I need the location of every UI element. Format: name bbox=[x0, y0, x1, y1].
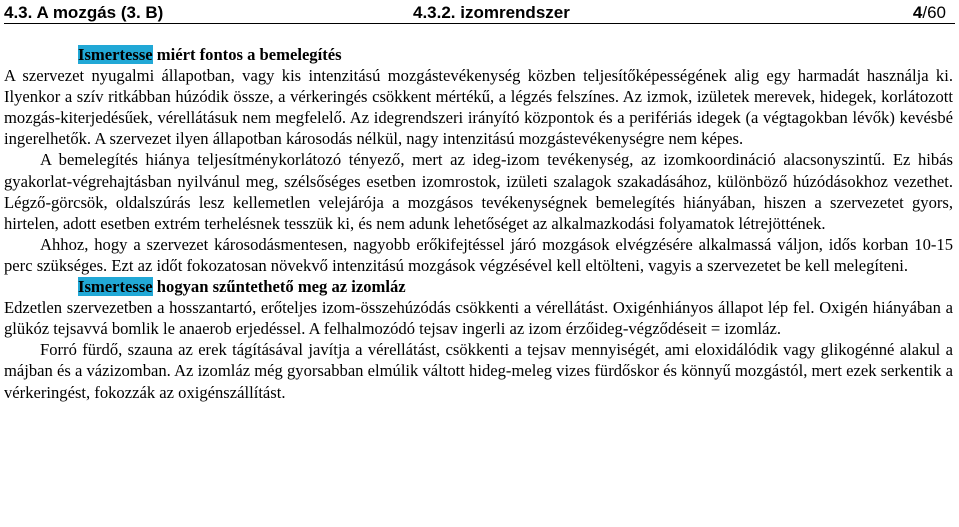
page-current: 4 bbox=[912, 3, 923, 22]
page-header bbox=[4, 0, 955, 24]
heading-highlight-marker: Ismertesse bbox=[78, 45, 153, 64]
header-chapter-title: 4.3. A mozgás (3. B) bbox=[4, 3, 164, 22]
document-body bbox=[4, 44, 955, 403]
heading-highlight-marker: Ismertesse bbox=[78, 277, 153, 297]
header-page-number bbox=[913, 1, 955, 25]
heading-text: hogyan szűntethető meg az izomláz bbox=[152, 277, 406, 297]
section-heading-muscle-soreness bbox=[4, 276, 953, 297]
heading-text: miért fontos a bemelegítés bbox=[152, 45, 342, 64]
paragraph: Ahhoz, hogy a szervezet károsodásmentesen, nagyobb erőkifejtéssel járó mozgások elvégzésére alkalmassá váljon, idős korban 10-15 perc szükséges. Ezt az időt fokozatosan növekvő intenzitású mozgások végzésével kell eltölteni, vagyis a szervezetet be kell melegíteni. bbox=[4, 234, 953, 275]
paragraph: Edzetlen szervezetben a hosszantartó, erőteljes izom-összehúzódás csökkenti a vérellátást. Oxigénhiányos állapot lép fel. Oxigén hiányában a glükóz tejsavvá bomlik le anaerob erjedéssel. A felhalmozódó tejsav ingerli az izom érzőideg-végződéseit = izomláz. bbox=[4, 298, 953, 339]
paragraph: A szervezet nyugalmi állapotban, vagy kis intenzitású mozgástevékenység közben teljesítőképességének alig egy harmadát használja ki. Ilyenkor a szív ritkábban húzódik össze, a vérkeringés csökkent mértékű, a légzés felszínes. Az izmok, izületek merevek, hidegek, korlátozott mozgás-kiterjedésűek, vérellátásuk nem megfelelő. Az idegrendszeri irányító központok és a perifériás idegek (a végtagokban lévők) kevésbé ingerelhetők. A szervezet ilyen állapotban károsodás nélkül, nagy intenzitású mozgástevékenységre nem képes. bbox=[4, 66, 953, 149]
section-heading-warmup bbox=[4, 44, 953, 65]
header-section-title: 4.3.2. izomrendszer bbox=[413, 3, 570, 22]
paragraph: Forró fürdő, szauna az erek tágításával javítja a vérellátást, csökkenti a tejsav mennyiségét, ami eloxidálódik vagy glikogénné alakul a májban és a vázizomban. Az izomláz még gyorsabban elmúlik váltott hideg-meleg vizes fürdőskor és könnyű mozgástól, mert ezek serkentik a vérkeringést, fokozzák az oxigénszállítást. bbox=[4, 340, 953, 402]
paragraph: A bemelegítés hiánya teljesítménykorlátozó tényező, mert az ideg-izom tevékenység, az izomkoordináció alacsonyszintű. Ez hibás gyakorlat-végrehajtásban nyilvánul meg, szélsőséges esetben izomrostok, izületi szalagok szakadásához, különböző húzódásokhoz vezethet. Légző-görcsök, oldalszúrás lesz kellemetlen velejárója a mozgásos tevékenységnek bemelegítés hiányában, hiszen a szervezetet gyors, hirtelen, adott esetben extrém terhelésnek tesszük ki, és nem adunk lehetőséget az alkalmazkodási folyamatok létrejöttének. bbox=[4, 150, 953, 233]
page-total: /60 bbox=[922, 3, 946, 22]
